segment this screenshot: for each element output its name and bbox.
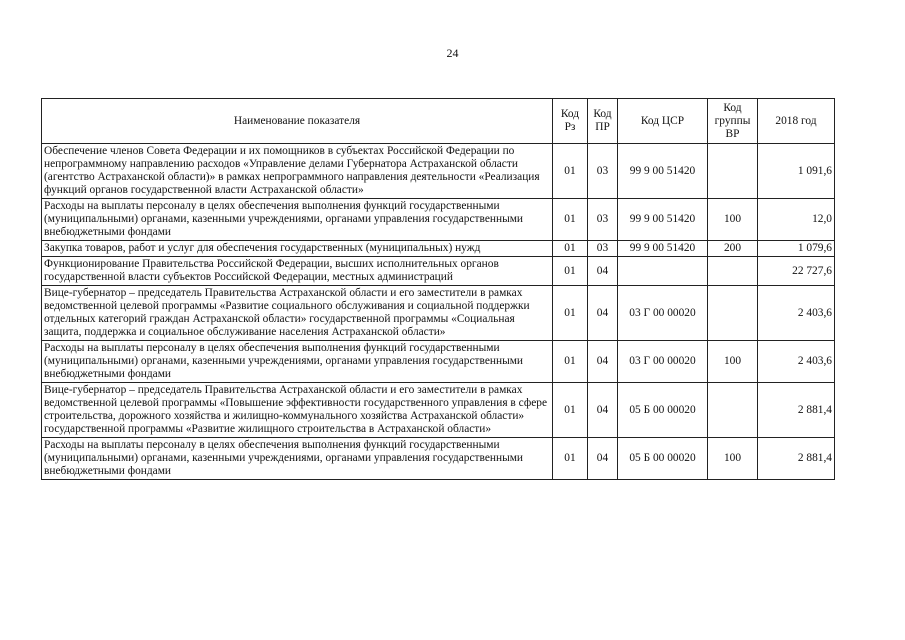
row-csr: 05 Б 00 00020 (618, 438, 708, 480)
row-vr: 100 (708, 341, 758, 383)
row-name: Закупка товаров, работ и услуг для обеспечения государственных (муниципальных) нужд (42, 241, 553, 257)
row-amount: 2 881,4 (758, 383, 835, 438)
row-name: Расходы на выплаты персоналу в целях обеспечения выполнения функций государственными (муниципальными) органами, казенными учреждениями, органами управления государственными внебюджетными фондами (42, 199, 553, 241)
row-rz: 01 (553, 144, 588, 199)
row-csr: 99 9 00 51420 (618, 144, 708, 199)
row-rz: 01 (553, 199, 588, 241)
row-name: Обеспечение членов Совета Федерации и их помощников в субъектах Российской Федерации по непрограммному направлению расходов «Управление делами Губернатора Астраханской области (агентство Астраханской области)» в рамках непрограммного направления деятельности «Реализация функций органов государственной власти Астраханской области» (42, 144, 553, 199)
row-vr: 100 (708, 438, 758, 480)
row-amount: 12,0 (758, 199, 835, 241)
header-pr: Код ПР (588, 99, 618, 144)
row-rz: 01 (553, 286, 588, 341)
row-pr: 03 (588, 144, 618, 199)
header-rz: Код Рз (553, 99, 588, 144)
row-csr (618, 257, 708, 286)
row-pr: 04 (588, 383, 618, 438)
row-csr: 03 Г 00 00020 (618, 341, 708, 383)
row-pr: 04 (588, 286, 618, 341)
header-csr: Код ЦСР (618, 99, 708, 144)
header-name: Наименование показателя (42, 99, 553, 144)
row-amount: 2 403,6 (758, 286, 835, 341)
row-amount: 22 727,6 (758, 257, 835, 286)
table-row (42, 438, 835, 480)
row-pr: 04 (588, 438, 618, 480)
row-vr (708, 383, 758, 438)
row-csr: 03 Г 00 00020 (618, 286, 708, 341)
budget-table (41, 98, 835, 480)
header-vr: Код группы ВР (708, 99, 758, 144)
row-vr: 200 (708, 241, 758, 257)
table-row (42, 241, 835, 257)
table-row (42, 199, 835, 241)
row-csr: 99 9 00 51420 (618, 199, 708, 241)
table-row (42, 257, 835, 286)
row-csr: 05 Б 00 00020 (618, 383, 708, 438)
row-vr: 100 (708, 199, 758, 241)
table-row (42, 144, 835, 199)
page-number: 24 (446, 46, 459, 60)
row-rz: 01 (553, 438, 588, 480)
row-pr: 04 (588, 257, 618, 286)
row-name: Функционирование Правительства Российской Федерации, высших исполнительных органов государственной власти субъектов Российской Федерации, местных администраций (42, 257, 553, 286)
row-amount: 1 091,6 (758, 144, 835, 199)
row-vr (708, 144, 758, 199)
row-amount: 2 881,4 (758, 438, 835, 480)
row-rz: 01 (553, 341, 588, 383)
header-year: 2018 год (758, 99, 835, 144)
row-name: Вице-губернатор – председатель Правительства Астраханской области и его заместители в рамках ведомственной целевой программы «Развитие социального обслуживания и социальной поддержки отдельных категорий граждан Астраханской области» государственной программы «Социальная защита, поддержка и социальное обслуживание населения Астраханской области» (42, 286, 553, 341)
row-csr: 99 9 00 51420 (618, 241, 708, 257)
row-name: Расходы на выплаты персоналу в целях обеспечения выполнения функций государственными (муниципальными) органами, казенными учреждениями, органами управления государственными внебюджетными фондами (42, 341, 553, 383)
table-header-row (42, 99, 835, 144)
row-pr: 03 (588, 199, 618, 241)
row-rz: 01 (553, 257, 588, 286)
row-vr (708, 286, 758, 341)
row-name: Вице-губернатор – председатель Правительства Астраханской области и его заместители в рамках ведомственной целевой программы «Повышение эффективности государственного управления в сфере строительства, дорожного хозяйства и жилищно-коммунального хозяйства Астраханской области» государственной программы «Развитие жилищного строительства в Астраханской области» (42, 383, 553, 438)
row-rz: 01 (553, 241, 588, 257)
row-pr: 03 (588, 241, 618, 257)
row-name: Расходы на выплаты персоналу в целях обеспечения выполнения функций государственными (муниципальными) органами, казенными учреждениями, органами управления государственными внебюджетными фондами (42, 438, 553, 480)
row-amount: 1 079,6 (758, 241, 835, 257)
row-rz: 01 (553, 383, 588, 438)
table-row (42, 383, 835, 438)
row-vr (708, 257, 758, 286)
table-row (42, 286, 835, 341)
table-row (42, 341, 835, 383)
row-pr: 04 (588, 341, 618, 383)
row-amount: 2 403,6 (758, 341, 835, 383)
